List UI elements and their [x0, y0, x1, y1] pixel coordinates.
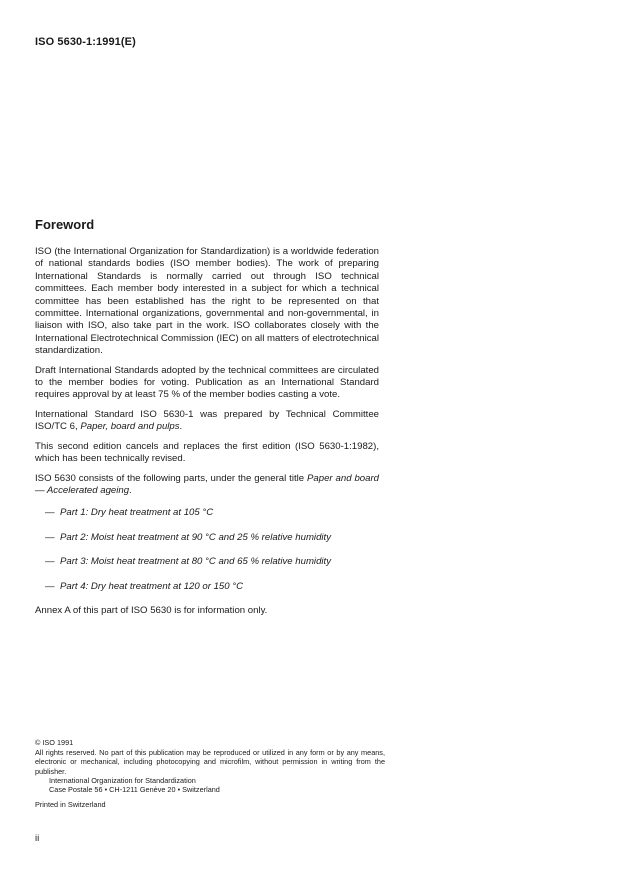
text-span: . — [179, 421, 183, 433]
paragraph-draft-standards: Draft International Standards adopted by the technical committees are circulated to the member bodies for voting. Publication as an International Standard requires approval by at least 75 % of the member bodies casting a vote. — [35, 364, 379, 401]
organization-name: International Organization for Standardization — [49, 775, 196, 785]
list-item — [35, 581, 379, 593]
copyright-line: © ISO 1991 — [35, 738, 74, 747]
page-number: ii — [35, 833, 40, 844]
text-span: ISO 5630 consists of the following parts, under the general title — [35, 472, 308, 484]
parts-list — [35, 507, 379, 593]
part-title: Part 4: Dry heat treatment at 120 or 150 °C — [60, 580, 244, 592]
list-dash: — — [45, 531, 55, 543]
paragraph-annex: Annex A of this part of ISO 5630 is for information only. — [35, 604, 268, 616]
copyright-notice — [35, 738, 385, 809]
list-dash: — — [45, 507, 55, 519]
paragraph-prepared-by — [35, 409, 379, 434]
list-item — [35, 532, 379, 544]
printed-in: Printed in Switzerland — [35, 800, 106, 810]
general-title: Paper and board — Accelerated ageing — [35, 472, 379, 496]
paragraph-edition: This second edition cancels and replaces the first edition (ISO 5630-1:1982), which has been technically revised. — [35, 440, 379, 465]
list-dash: — — [45, 556, 55, 568]
document-id-header: ISO 5630-1:1991(E) — [35, 36, 136, 48]
organization-address: Case Postale 56 • CH-1211 Genève 20 • Switzerland — [49, 785, 220, 795]
foreword-body — [35, 246, 379, 624]
page-title: Foreword — [35, 217, 95, 232]
part-title: Part 2: Moist heat treatment at 90 °C and 25 % relative humidity — [60, 531, 331, 543]
paragraph-parts-intro — [35, 473, 379, 498]
rights-statement: All rights reserved. No part of this publication may be reproduced or utilized in any form or by any means, electronic or mechanical, including photocopying and microfilm, without permission in writing from the publisher. — [35, 748, 385, 776]
list-dash: — — [45, 580, 55, 592]
part-title: Part 3: Moist heat treatment at 80 °C and 65 % relative humidity — [60, 556, 331, 568]
list-item — [35, 507, 379, 519]
paragraph-iso-intro: ISO (the International Organization for Standardization) is a worldwide federation of national standards bodies (ISO member bodies). The work of preparing International Standards is normally carried out through ISO technical committees. Each member body interested in a subject for which a technical committee has been established has the right to be represented on that committee. International organizations, governmental and non-governmental, in liaison with ISO, also take part in the work. ISO collaborates closely with the International Electrotechnical Commission (IEC) on all matters of electrotechnical standardization. — [35, 246, 379, 357]
text-span: International Standard ISO 5630-1 was prepared by Technical Committee ISO/TC 6, — [35, 408, 379, 433]
committee-title: Paper, board and pulps — [80, 421, 180, 433]
text-span: . — [129, 484, 132, 496]
part-title: Part 1: Dry heat treatment at 105 °C — [60, 507, 214, 519]
list-item — [35, 556, 379, 568]
